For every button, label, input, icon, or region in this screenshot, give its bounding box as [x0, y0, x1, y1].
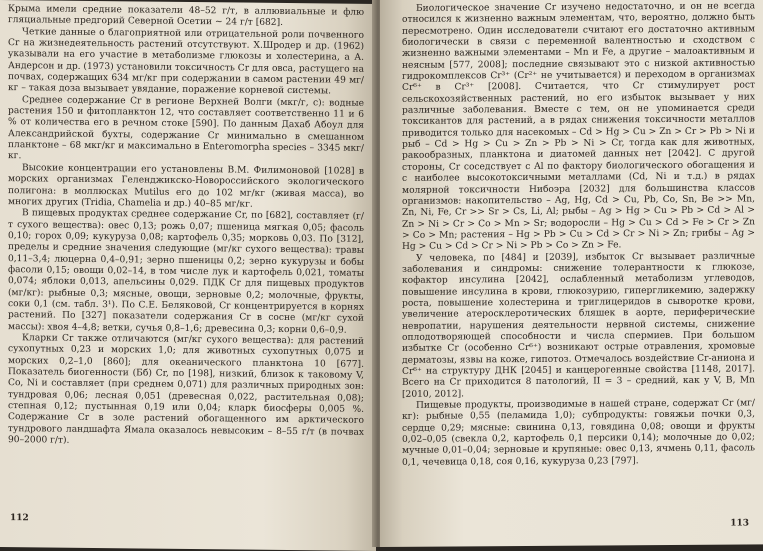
right-paragraph: У человека, по [484] и [2039], избыток Cr вызывает различные заболевания и синдромы: снижение толерантности к глюкозе, кофактор инсулина [2042], ослабленный метаболизм углеводов, повышение инсулина в крови, глюкозурию, гипергликемию, задержку роста, повышение холестерина и триглицеридов в сыворотке крови, увеличение атеросклеротических бляшек в аорте, периферические невропатии, нарушения деятельности нервной системы, снижение оплодотворяющей способности и числа спермиев. При большом избытке Cr (особенно Cr⁶⁺) возникают острые отравления, хромовые дерматозы, язвы на коже, гипотоз. Отмечалось воздействие Cr-аниона и Cr⁶⁺ на структуру ДНК [2045] и канцерогенные свойства [1148, 2017]. Всего на Cr приходится 8 патологий, II = 3 – средний, как у V, B, Mn [2010, 2012].: [402, 250, 755, 400]
left-paragraph: В пищевых продуктах среднее содержание Cr, по [682], составляет (г/т сухого вещества): овес 0,13; рожь 0,07; пшеница мягкая 0,05; фасоль 0,10; горох 0,09; кукуруза 0,08; картофель 0,35; морковь 0,03. По [312], пределы и средние значения следующие (мг/кг сухого вещества): травы 0,11–3,4; люцерна 0,4–0,91; зерно пшеницы 0,2; зерно кукурузы и бобы фасоли 0,15; овощи 0,02–14, в том числе лук и картофель 0,021, томаты 0,074; яблоки 0,013, апельсины 0,029. ПДК Cr для пищевых продуктов (мг/кг): рыбные 0,3; мясные, овощи, зерновые 0,2; молочные, фрукты, соки 0,1 (см. табл. 3¹). По С.Е. Беляковой, Cr концентрируется в корнях растений. По [327] показатели содержания Cr в сосне (мг/кг сухой массы): хвоя 4–4,8; ветки, сучья 0,8–1,6; древесина 0,3; корни 0,6–0,9.: [8, 208, 364, 336]
right-paragraph: Биологическое значение Cr изучено недостаточно, и он не всегда относился к жизненно важным элементам, что, вероятно, должно быть пересмотрено. Один исследователи считают его достаточно активным биологически в связи с переменной валентностью и сходством с жизненно важными элементами – Mn и Fe, а другие – малоактивным и неясным [577, 2008]; последние связывают это с низкой активностью гидрокомплексов Cr³⁺ (Cr²⁺ не учитывается) и переходом в организмах Cr⁶⁺ в Cr³⁺ [2008]. Считается, что Cr стимулирует рост сельскохозяйственных растений, но его избыток вызывает у них различные заболевания. Вместе с тем, он не упоминается среди токсикантов для растений, а в рядах снижения токсичности металлов приводится только для насекомых – Cd > Hg > Cu > Zn > Cr > Pb > Ni и рыб – Cd > Hg > Cu > Zn > Pb > Ni > Cr, тогда как для животных, ракообразных, планктона и диатомей данных нет [2042]. С другой стороны, Cr соседствует с Al по фактору биологического обогащения и с наиболее высокотоксичными металлами (Cd, Ni и т.д.) в рядах молярной токсичности Нибоэра [2032] для большинства классов организмов: накопительство – Ag, Hg, Cd > Cu, Pb, Co, Sn, Be >> Mn, Zn, Ni, Fe, Cr >> Sr > Cs, Li, Al; рыбы – Ag > Hg > Cu > Pb > Cd > Al > Zn > Ni > Cr > Co > Mn > Sr; водоросли – Hg > Cu > Cd > Fe > Cr > Zn > Co > Mn; растения – Hg > Pb > Cu > Cd > Cr > Ni > Zn; грибы – Ag > Hg > Cu > Cd > Cr > Ni > Pb > Co > Zn > Fe.: [402, 1, 755, 253]
left-paragraph: Четкие данные о благоприятной или отрицательной роли почвенного Cr на жизнедеятельность растений отсутствуют. Х.Шродер и др. (1962) указывали на его участие в метаболизме глюкозы и холестерина, а А. Андерсон и др. (1973) установили токсичность Cr для овса, растущего на почвах, содержащих 634 мг/кг при содержании в самом растении 49 мг/кг – такая доза вызывает увядание, поражение корневой системы.: [8, 26, 365, 97]
left-page: [0, 0, 376, 551]
left-page-number: 112: [10, 513, 29, 524]
left-paragraph: Высокие концентрации его установлены В.М. Филимоновой [1028] в морских организмах Геленджикско-Новороссийского экологического полигона: в моллюсках Mutilus его до 102 мг/кг (живая масса), во многих других (Tridia, Chamelia и др.) 40–85 мг/кг.: [8, 163, 364, 210]
left-paragraph: Среднее содержание Cr в регионе Верхней Волги (мкг/г, с): водные растения 150 и фитопланктон 12, что составляет соответственно 11 и 6 % от количества его в речном стоке [590]. По данным Дахаб Абоул для Александрийской бухты, содержание Cr минимально в смешанном планктоне – 68 мкг/кг и максимально в Enteromorpha species – 3345 мкг/кг.: [8, 94, 364, 162]
right-page: [380, 0, 763, 547]
right-paragraph: Пищевые продукты, производимые в нашей стране, содержат Cr (мг/кг): рыбные 0,55 (пеламида 1,0); субпродукты: говяжьи почки 0,3, сердце 0,29; мясные: свинина 0,13, говядина 0,08; овощи и фрукты 0,02–0,05 (свекла 0,2, картофель 0,1 персики 0,14); молочные до 0,02; мучные 0,01–0,04; зерновые и крупяные: овес 0,13, ячмень 0,11, фасоль 0,1, чечевица 0,18, соя 0,16, кукуруза 0,23 [797].: [402, 398, 755, 468]
left-paragraph: Кларки Cr также отличаются (мг/кг сухого вещества): для растений сухопутных 0,23 и морских 1,0; для животных сухопутных 0,075 и морских 0,2–1,0 [860]; для океанического планктона 10 [677]. Показатель биогенности (Бб) Cr, по [198], низкий, близок к таковому V, Co, Ni и составляет (при среднем 0,071) для различных природных зон: тундровая 0,06; лесная 0,051 (древесная 0,022, растительная 0,08); степная 0,12; пустынная 0,19 или 0,04; кларк биосферы 0,005 %. Содержание Cr в золе растений обогащенного им арктического тундрового ландшафта Ямала оказалось невысоким – 8–55 г/т (в почвах 90–2000 г/т).: [8, 333, 364, 446]
left-paragraph: Крыма имели средние показатели 48–52 г/т, в аллювиальные и флю гляциальные предгорий Северной Осетии ~ 24 г/т [682].: [8, 4, 364, 29]
right-page-number: 113: [730, 518, 749, 529]
